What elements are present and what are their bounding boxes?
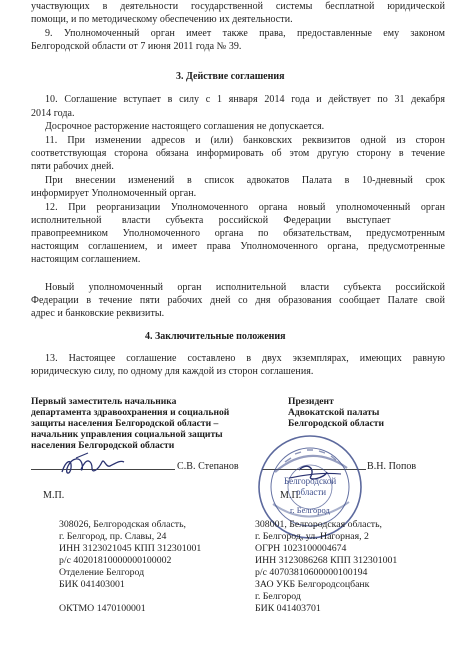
s3-line: 11. При изменении адресов и (или) банковских реквизитов одной из сторон xyxy=(45,135,445,146)
section-4-heading: 4. Заключительные положения xyxy=(145,331,286,342)
right-party-title: Белгородской области xyxy=(288,418,385,429)
s3-line: настоящим соглашением. xyxy=(31,254,141,265)
left-party-title: начальник управления социальной защиты xyxy=(31,429,223,440)
right-requisite: ОГРН 1023100004674 xyxy=(255,543,347,554)
intro-line-2: помощи, и по методическому обеспечению их деятельности. xyxy=(31,14,293,25)
left-party-title: населения Белгородской области xyxy=(31,440,175,451)
right-requisite: ИНН 3123086268 КПП 312301001 xyxy=(255,555,398,566)
left-party-title: защиты населения Белгородской области – xyxy=(31,418,219,429)
right-stamp-place: М.П. xyxy=(280,490,302,501)
left-requisite: БИК 041403001 xyxy=(59,579,125,590)
s3-line: При внесении изменений в список адвокатов Палата в 10-дневный срок xyxy=(45,175,445,186)
stamp-center-line-1: Белгородской xyxy=(284,476,337,486)
s3-line: 2014 года. xyxy=(31,108,75,119)
left-party-title: департамента здравоохранения и социальной xyxy=(31,407,230,418)
left-signer-name: С.В. Степанов xyxy=(177,461,239,472)
stamp-center-line-2: области xyxy=(296,487,327,497)
left-requisite: Отделение Белгород xyxy=(59,567,145,578)
s3-line: Досрочное расторжение настоящего соглашения не допускается. xyxy=(45,121,325,132)
right-requisite: 308001, Белгородская область, xyxy=(255,519,383,530)
s3-line: соответствующая сторона обязана информировать об этом другую сторону в течение xyxy=(31,148,445,159)
s4-line: юридическую силу, по одному для каждой из сторон соглашения. xyxy=(31,366,314,377)
s3-line: Федерации в течение пяти рабочих дней со дня образования сообщает Палате свой xyxy=(31,295,445,306)
left-requisite: 308026, Белгородская область, xyxy=(59,519,187,530)
right-requisite: р/с 40703810600000100194 xyxy=(255,567,368,578)
s3-line: пяти рабочих дней. xyxy=(31,161,114,172)
right-party-title: Адвокатской палаты xyxy=(288,407,380,418)
right-requisite: г. Белгород, ул. Нагорная, 2 xyxy=(255,531,369,542)
right-requisite: БИК 041403701 xyxy=(255,603,321,614)
s3-line: правопреемником Уполномоченного органа по обязательствам, предусмотренным xyxy=(31,228,445,239)
s3-line: адрес и банковские реквизиты. xyxy=(31,308,165,319)
intro-line-3: 9. Уполномоченный орган имеет также права, предоставленные ему законом xyxy=(45,28,445,39)
stamp-city: г. Белгород xyxy=(290,505,330,515)
right-requisite: г. Белгород xyxy=(255,591,301,602)
section-3-heading: 3. Действие соглашения xyxy=(176,71,285,82)
left-party-title: Первый заместитель начальника xyxy=(31,396,177,407)
left-requisite: ИНН 3123021045 КПП 312301001 xyxy=(59,543,202,554)
left-stamp-place: М.П. xyxy=(43,490,65,501)
right-signer-name: В.Н. Попов xyxy=(367,461,417,472)
left-requisite: р/с 40201810000000100002 xyxy=(59,555,172,566)
s3-line: исполнительной власти субъекта российской Федерации выступает xyxy=(31,215,391,226)
intro-line-1: участвующих в деятельности государственной системы бесплатной юридической xyxy=(31,1,445,12)
left-requisite: ОКТМО 1470100001 xyxy=(59,603,146,614)
s3-line: 10. Соглашение вступает в силу с 1 января 2014 года и действует по 31 декабря xyxy=(45,94,445,105)
left-requisite: г. Белгород, пр. Славы, 24 xyxy=(59,531,167,542)
s3-line: 12. При реорганизации Уполномоченного органа новый уполномоченный орган xyxy=(45,202,445,213)
right-party-title: Президент xyxy=(288,396,334,407)
s3-line: настоящим соглашением, и имеет права Уполномоченного органа, предусмотренные xyxy=(31,241,445,252)
s4-line: 13. Настоящее соглашение составлено в двух экземплярах, имеющих равную xyxy=(45,353,445,364)
left-signature-icon xyxy=(58,450,128,480)
s3-line: информирует Уполномоченный орган. xyxy=(31,188,197,199)
right-requisite: ЗАО УКБ Белгородсоцбанк xyxy=(255,579,370,590)
intro-line-4: Белгородской области от 7 июня 2011 года № 39. xyxy=(31,41,242,52)
s3-line: Новый уполномоченный орган исполнительной власти субъекта российской xyxy=(45,282,445,293)
